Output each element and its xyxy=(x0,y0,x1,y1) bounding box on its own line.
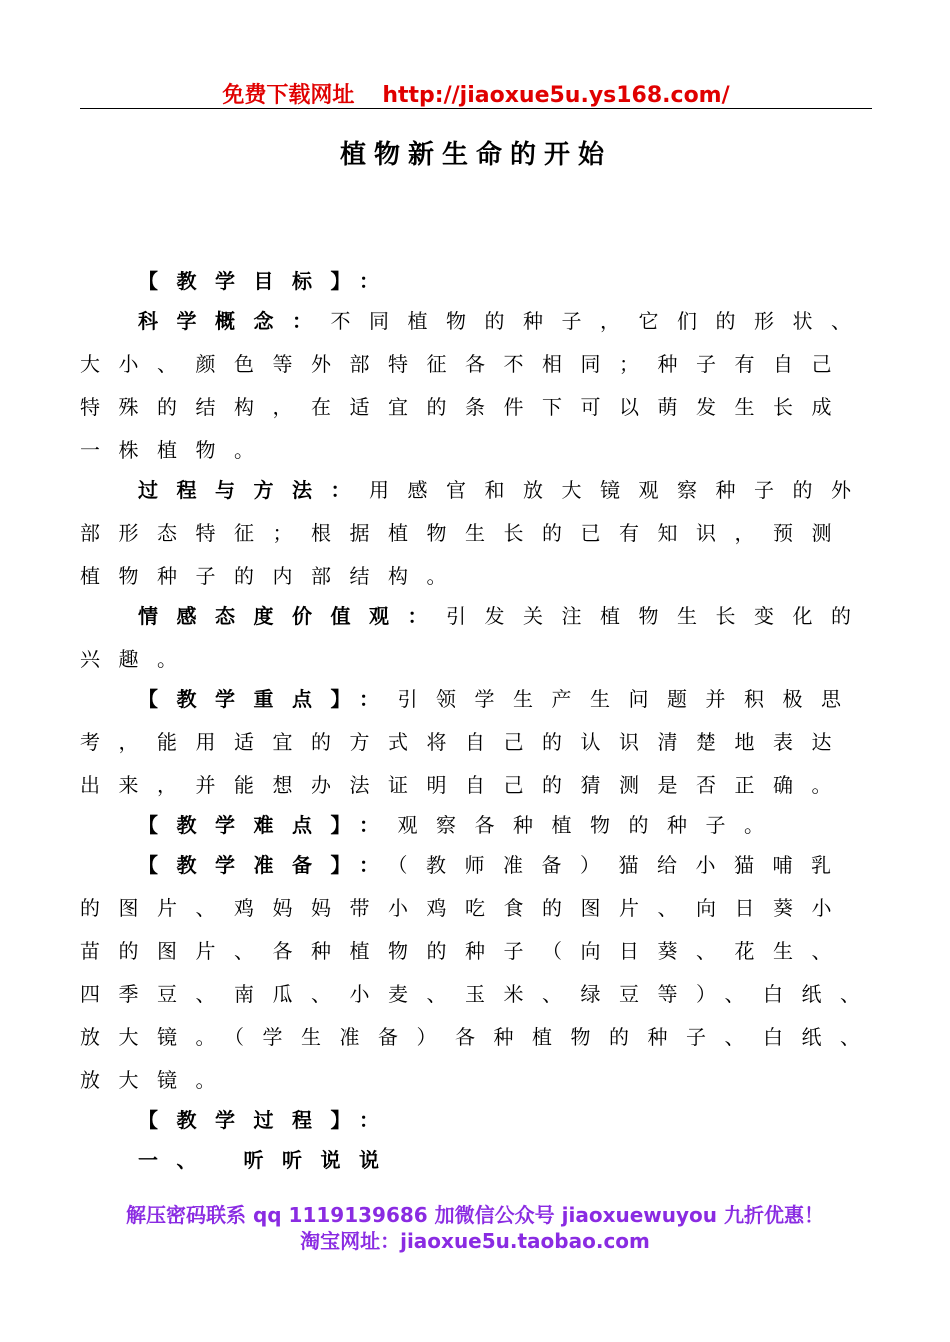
paragraph-line: 特殊的结构，在适宜的条件下可以萌发生长成 xyxy=(80,395,850,419)
paragraph-line xyxy=(138,852,928,878)
paragraph-line xyxy=(138,477,928,503)
paragraph-line xyxy=(138,603,928,629)
subheading-attitude-values: 情感态度价值观： xyxy=(138,604,446,628)
line-text: （教师准备）猫给小猫哺乳 xyxy=(397,853,850,877)
section-heading-preparation: 【教学准备】： xyxy=(138,853,398,877)
section-heading-process: 【教学过程】： xyxy=(138,1108,398,1132)
line-text: 引领学生产生问题并积极思 xyxy=(397,687,860,711)
paragraph-line: 部形态特征；根据植物生长的已有知识，预测 xyxy=(80,521,850,545)
footer-shop-link[interactable]: 淘宝网址：jiaoxue5u.taobao.com xyxy=(300,1229,650,1253)
paragraph-line xyxy=(138,686,928,712)
paragraph-line: 的图片、鸡妈妈带小鸡吃食的图片、向日葵小 xyxy=(80,896,850,920)
paragraph-line: 植物种子的内部结构。 xyxy=(80,564,465,588)
line-text: 用感官和放大镜观察种子的外 xyxy=(369,478,870,502)
paragraph-line: 考，能用适宜的方式将自己的认识清楚地表达 xyxy=(80,730,850,754)
download-label: 免费下载网址 xyxy=(222,83,355,108)
subsection-heading-listen-speak: 一、 听听说说 xyxy=(138,1148,398,1172)
line-text: 引发关注植物生长变化的 xyxy=(446,604,870,628)
header-divider xyxy=(80,108,872,109)
paragraph-line: 出来，并能想办法证明自己的猜测是否正确。 xyxy=(80,773,850,797)
subheading-process-method: 过程与方法： xyxy=(138,478,369,502)
paragraph-line: 苗的图片、各种植物的种子（向日葵、花生、 xyxy=(80,939,850,963)
section-heading-key-points: 【教学重点】： xyxy=(138,687,398,711)
line-text: 观察各种植物的种子。 xyxy=(397,813,783,837)
footer-contact: 解压密码联系 qq 1119139686 加微信公众号 jiaoxuewuyou 九折优惠！ xyxy=(126,1203,824,1227)
paragraph-line: 兴趣。 xyxy=(80,647,196,671)
paragraph-line: 四季豆、南瓜、小麦、玉米、绿豆等）、白纸、 xyxy=(80,982,879,1006)
paragraph-line xyxy=(138,308,928,334)
download-url-link[interactable]: http://jiaoxue5u.ys168.com/ xyxy=(382,83,730,108)
line-text: 不同植物的种子，它们的形状、 xyxy=(330,309,870,333)
section-heading-objectives: 【教学目标】： xyxy=(138,269,398,293)
paragraph-line xyxy=(138,812,928,838)
section-heading-difficulties: 【教学难点】： xyxy=(138,813,398,837)
paragraph-line: 一株植物。 xyxy=(80,438,273,462)
page-title: 植物新生命的开始 xyxy=(339,140,612,170)
subheading-science-concept: 科学概念： xyxy=(138,309,331,333)
paragraph-line: 放大镜。（学生准备）各种植物的种子、白纸、 xyxy=(80,1025,879,1049)
paragraph-line: 放大镜。 xyxy=(80,1068,234,1092)
download-header xyxy=(80,78,872,109)
paragraph-line: 大小、颜色等外部特征各不相同；种子有自己 xyxy=(80,352,850,376)
